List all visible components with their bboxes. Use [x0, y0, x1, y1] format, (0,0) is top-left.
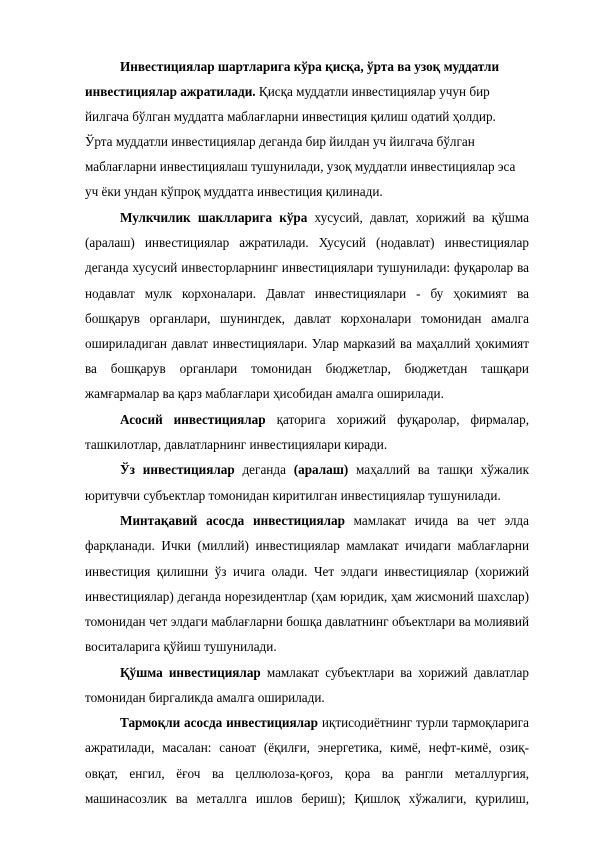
text-line [120, 206, 529, 230]
text-line [120, 408, 529, 432]
text-line [120, 711, 529, 735]
bold-phrase: Инвестициялар шартларига кўра қисқа, ўрта ва узоқ муддатли [120, 59, 500, 74]
text-line [85, 231, 529, 255]
text-run: ошириладиган давлат инвестициялари. Улар марказий ва маҳаллий ҳокимият [85, 336, 529, 351]
text-run: (аралаш) инвестициялар ажратилади. Хусусий (нодавлат) инвестициялар [85, 235, 529, 250]
text-run: нодавлат мулк корхоналари. Давлат инвестициялари - бу ҳокимият ва [85, 286, 529, 301]
text-line [85, 332, 529, 356]
text-line [85, 762, 529, 786]
text-run: ва бошқарув органлари томонидан бюджетлар, бюджетдан ташқари [85, 361, 529, 376]
text-line [85, 80, 529, 104]
text-run: мамлакат субъектлари ва хорижий давлатлар [260, 665, 529, 680]
text-line [85, 357, 529, 381]
bold-phrase: (аралаш) [293, 462, 349, 477]
bold-phrase: Мулкчилик шаклларига кўра [120, 210, 308, 225]
text-line [85, 256, 529, 280]
text-line [85, 282, 529, 306]
text-run: машинасозлик ва металлга ишлов бериш); Қишлоқ хўжалиги, қурилиш, [85, 791, 529, 806]
text-line [85, 610, 529, 634]
text-run: маҳаллий ва ташқи хўжалик [348, 462, 529, 477]
text-run: юритувчи субъектлар томонидан киритилган инвестициялар тушунилади. [85, 488, 501, 503]
text-line [85, 433, 529, 457]
bold-phrase: Ўз инвестициялар [120, 462, 235, 477]
text-line [85, 307, 529, 331]
text-line [85, 635, 529, 659]
text-run: фарқланади. Ички (миллий) инвестициялар мамлакат ичидаги маблағларни [85, 538, 529, 553]
text-run: ажратилади, масалан: саноат (ёқилғи, энергетика, кимё, нефт-кимё, озиқ- [85, 740, 529, 755]
text-run: деганда [234, 462, 294, 477]
text-run: ташкилотлар, давлатларнинг инвестициялари киради. [85, 437, 388, 452]
text-line [85, 484, 529, 508]
text-line [120, 458, 529, 482]
text-line [85, 686, 529, 710]
text-run: овқат, енгил, ёғоч ва целлюлоза-қоғоз, қора ва рангли металлургия, [85, 766, 529, 781]
text-line [85, 560, 529, 584]
text-run: хусусий, давлат, хорижий ва қўшма [307, 210, 529, 225]
text-line [85, 585, 529, 609]
text-run: инвестиция қилишни ўз ичига олади. Чет элдаги инвестициялар (хорижий [85, 564, 529, 579]
text-line [85, 130, 529, 154]
text-run: воситаларига қўйиш тушунилади. [85, 639, 277, 654]
text-line [85, 736, 529, 760]
text-line [85, 155, 529, 179]
text-run: иқтисодиётнинг турли тармоқларига [318, 715, 529, 730]
text-line [85, 180, 529, 204]
text-run: қаторига хорижий фуқаролар, фирмалар, [265, 412, 529, 427]
text-run: томонидан биргаликда амалга оширилади. [85, 690, 325, 705]
text-run: инвестициялар) деганда норезидентлар (ҳам юридик, ҳам жисмоний шахслар) [85, 589, 529, 604]
text-run: маблағларни инвестициялаш тушунилади, узоқ муддатли инвестициялар эса [85, 159, 516, 174]
text-run: Ўрта муддатли инвестициялар деганда бир йилдан уч йилгача бўлган [85, 134, 475, 149]
text-run: мамлакат ичида ва чет элда [344, 513, 529, 528]
text-run: Қисқа муддатли инвестициялар учун бир [255, 84, 490, 99]
bold-phrase: Тармоқли асосда инвестициялар [120, 715, 318, 730]
text-run: уч ёки ундан кўпроқ муддатга инвестиция қилинади. [85, 184, 383, 199]
bold-phrase: инвестициялар ажратилади. [85, 84, 256, 99]
text-line [85, 105, 529, 129]
bold-phrase: Қўшма инвестициялар [120, 665, 261, 680]
text-run: бошқарув органлари, шунингдек, давлат корхоналари томонидан амалга [85, 311, 529, 326]
text-run: томонидан чет элдаги маблағларни бошқа давлатнинг объектлари ва молиявий [85, 614, 529, 629]
bold-phrase: Асосий инвестициялар [120, 412, 266, 427]
text-line [85, 534, 529, 558]
text-line [85, 787, 529, 811]
text-run: йилгача бўлган муддатга маблағларни инвестиция қилиш одатий ҳолдир. [85, 109, 496, 124]
text-line [120, 55, 529, 79]
text-line [120, 661, 529, 685]
text-run: жамғармалар ва қарз маблағлари ҳисобидан амалга оширилади. [85, 386, 444, 401]
text-line [120, 509, 529, 533]
bold-phrase: Минтақавий асосда инвестициялар [120, 513, 345, 528]
text-line [85, 382, 529, 406]
text-run: деганда хусусий инвесторларнинг инвестициялари тушунилади: фуқаролар ва [85, 260, 529, 275]
